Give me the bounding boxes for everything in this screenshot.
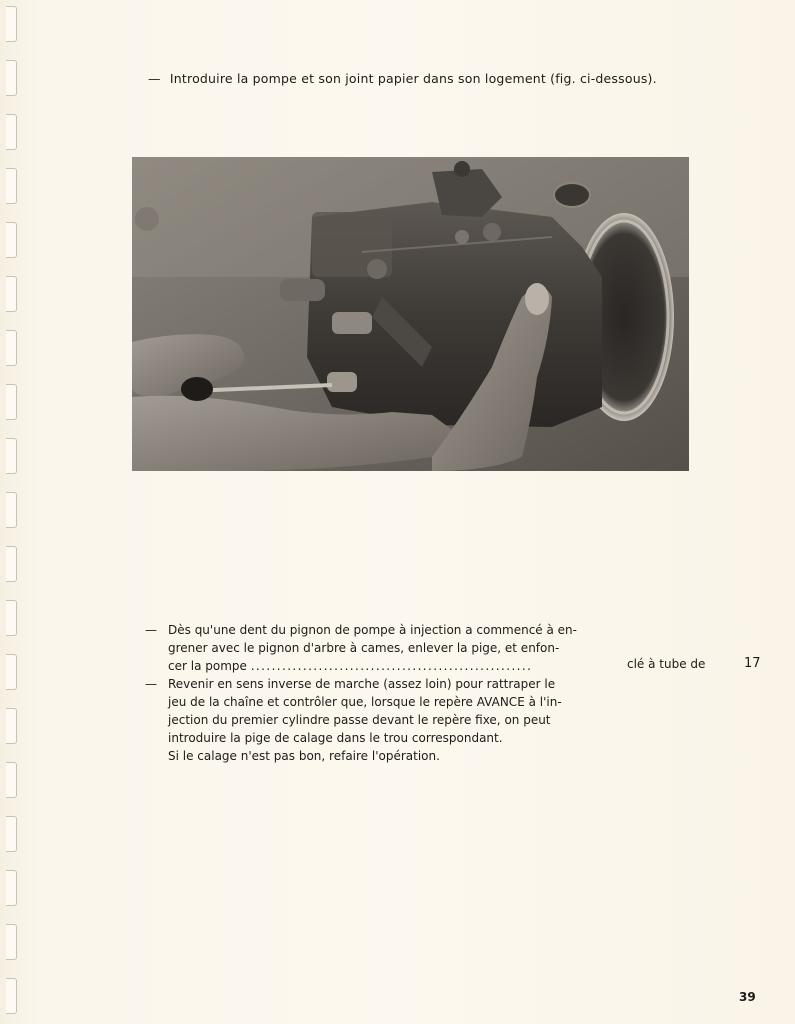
intro-text: Introduire la pompe et son joint papier dans son logement (fig. ci-dessous). (169, 71, 657, 86)
step-item (145, 675, 595, 765)
binding-hole (6, 762, 17, 798)
binding-hole (6, 330, 17, 366)
step-line: grener avec le pignon d'arbre à cames, enlever la pige, et enfon- (168, 641, 560, 655)
binding-hole (6, 546, 17, 582)
binding-hole (6, 654, 17, 690)
binding-hole (6, 438, 17, 474)
step-line: jeu de la chaîne et contrôler que, lorsque le repère AVANCE à l'in- (168, 695, 562, 709)
binding-hole (6, 492, 17, 528)
binding-hole (6, 222, 17, 258)
tool-label: clé à tube de (627, 657, 706, 671)
step-dash: — (145, 677, 157, 691)
step-line: introduire la pige de calage dans le trou correspondant. (168, 731, 503, 745)
step-line: Revenir en sens inverse de marche (assez loin) pour rattraper le (168, 677, 556, 691)
pump-photo-illustration (132, 157, 689, 471)
binding-hole (6, 168, 17, 204)
instruction-steps (145, 621, 595, 765)
binding-hole (6, 6, 17, 42)
intro-dash: — (148, 71, 161, 86)
binding-hole (6, 384, 17, 420)
binding-hole (6, 708, 17, 744)
binding-hole (6, 276, 17, 312)
page-number: 39 (739, 990, 756, 1004)
binding-hole (6, 60, 17, 96)
step-note: Si le calage n'est pas bon, refaire l'opération. (168, 749, 440, 763)
leader-dots: ...................................................... (250, 659, 533, 673)
step-line: jection du premier cylindre passe devant le repère fixe, on peut (168, 713, 551, 727)
step-line (168, 657, 595, 675)
step-dash: — (145, 623, 157, 637)
tool-size: 17 (744, 656, 761, 671)
binding-hole (6, 870, 17, 906)
step-line-text: cer la pompe (168, 659, 247, 673)
binding-hole (6, 978, 17, 1014)
binding-hole (6, 600, 17, 636)
binding-hole (6, 816, 17, 852)
binding-hole (6, 924, 17, 960)
step-line: Dès qu'une dent du pignon de pompe à injection a commencé à en- (168, 623, 577, 637)
intro-instruction (148, 71, 657, 86)
pump-photo (132, 157, 689, 471)
binding-holes (6, 0, 20, 1024)
step-item (145, 621, 595, 675)
binding-hole (6, 114, 17, 150)
